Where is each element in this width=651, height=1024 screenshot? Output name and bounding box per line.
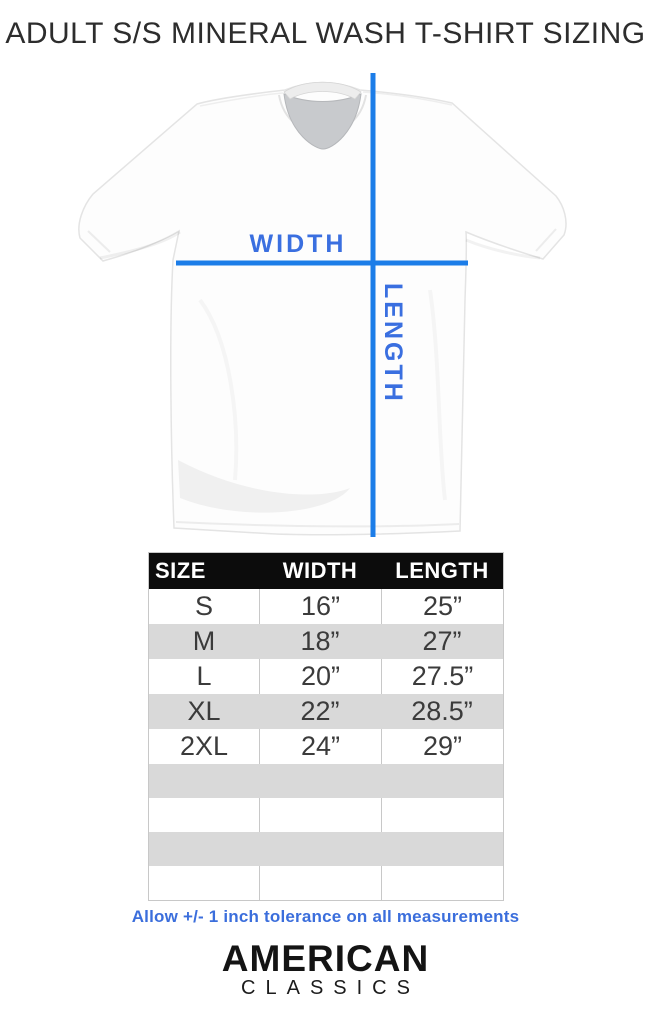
width-measure-label: WIDTH <box>249 230 347 258</box>
tshirt-body <box>79 83 566 535</box>
cell-size: M <box>192 626 216 656</box>
cell-size: XL <box>187 696 221 726</box>
table-header-row <box>149 553 503 589</box>
size-chart-table <box>148 552 504 901</box>
cell-width: 16” <box>259 589 381 624</box>
cell-width: 18” <box>300 626 340 656</box>
empty-row <box>149 832 503 866</box>
cell-length: 27” <box>422 626 462 656</box>
cell-width: 20” <box>259 659 381 694</box>
cell-length: 29” <box>381 729 503 764</box>
empty-row <box>149 866 503 900</box>
cell-width: 24” <box>259 729 381 764</box>
cell-length: 27.5” <box>381 659 503 694</box>
table-row-xl <box>149 694 503 729</box>
header-width: WIDTH <box>282 558 358 583</box>
cell-length: 25” <box>381 589 503 624</box>
table-row-2xl <box>149 729 503 764</box>
empty-row <box>149 764 503 798</box>
brand-name-american: AMERICAN <box>221 938 430 979</box>
cell-size: 2XL <box>179 731 229 761</box>
length-measure-label: LENGTH <box>379 283 407 404</box>
table-row-s <box>149 589 503 624</box>
brand-logo <box>0 938 651 999</box>
table-row-m <box>149 624 503 659</box>
empty-row <box>149 798 503 832</box>
cell-size: S <box>194 591 213 621</box>
cell-width: 22” <box>300 696 340 726</box>
header-length: LENGTH <box>395 558 489 583</box>
page-title: ADULT S/S MINERAL WASH T-SHIRT SIZING <box>5 17 646 50</box>
table-row-l <box>149 659 503 694</box>
cell-length: 28.5” <box>411 696 473 726</box>
cell-size: L <box>196 661 212 691</box>
brand-name-classics: CLASSICS <box>241 977 420 999</box>
tolerance-note: Allow +/- 1 inch tolerance on all measurements <box>131 907 520 926</box>
header-size: SIZE <box>155 558 206 583</box>
